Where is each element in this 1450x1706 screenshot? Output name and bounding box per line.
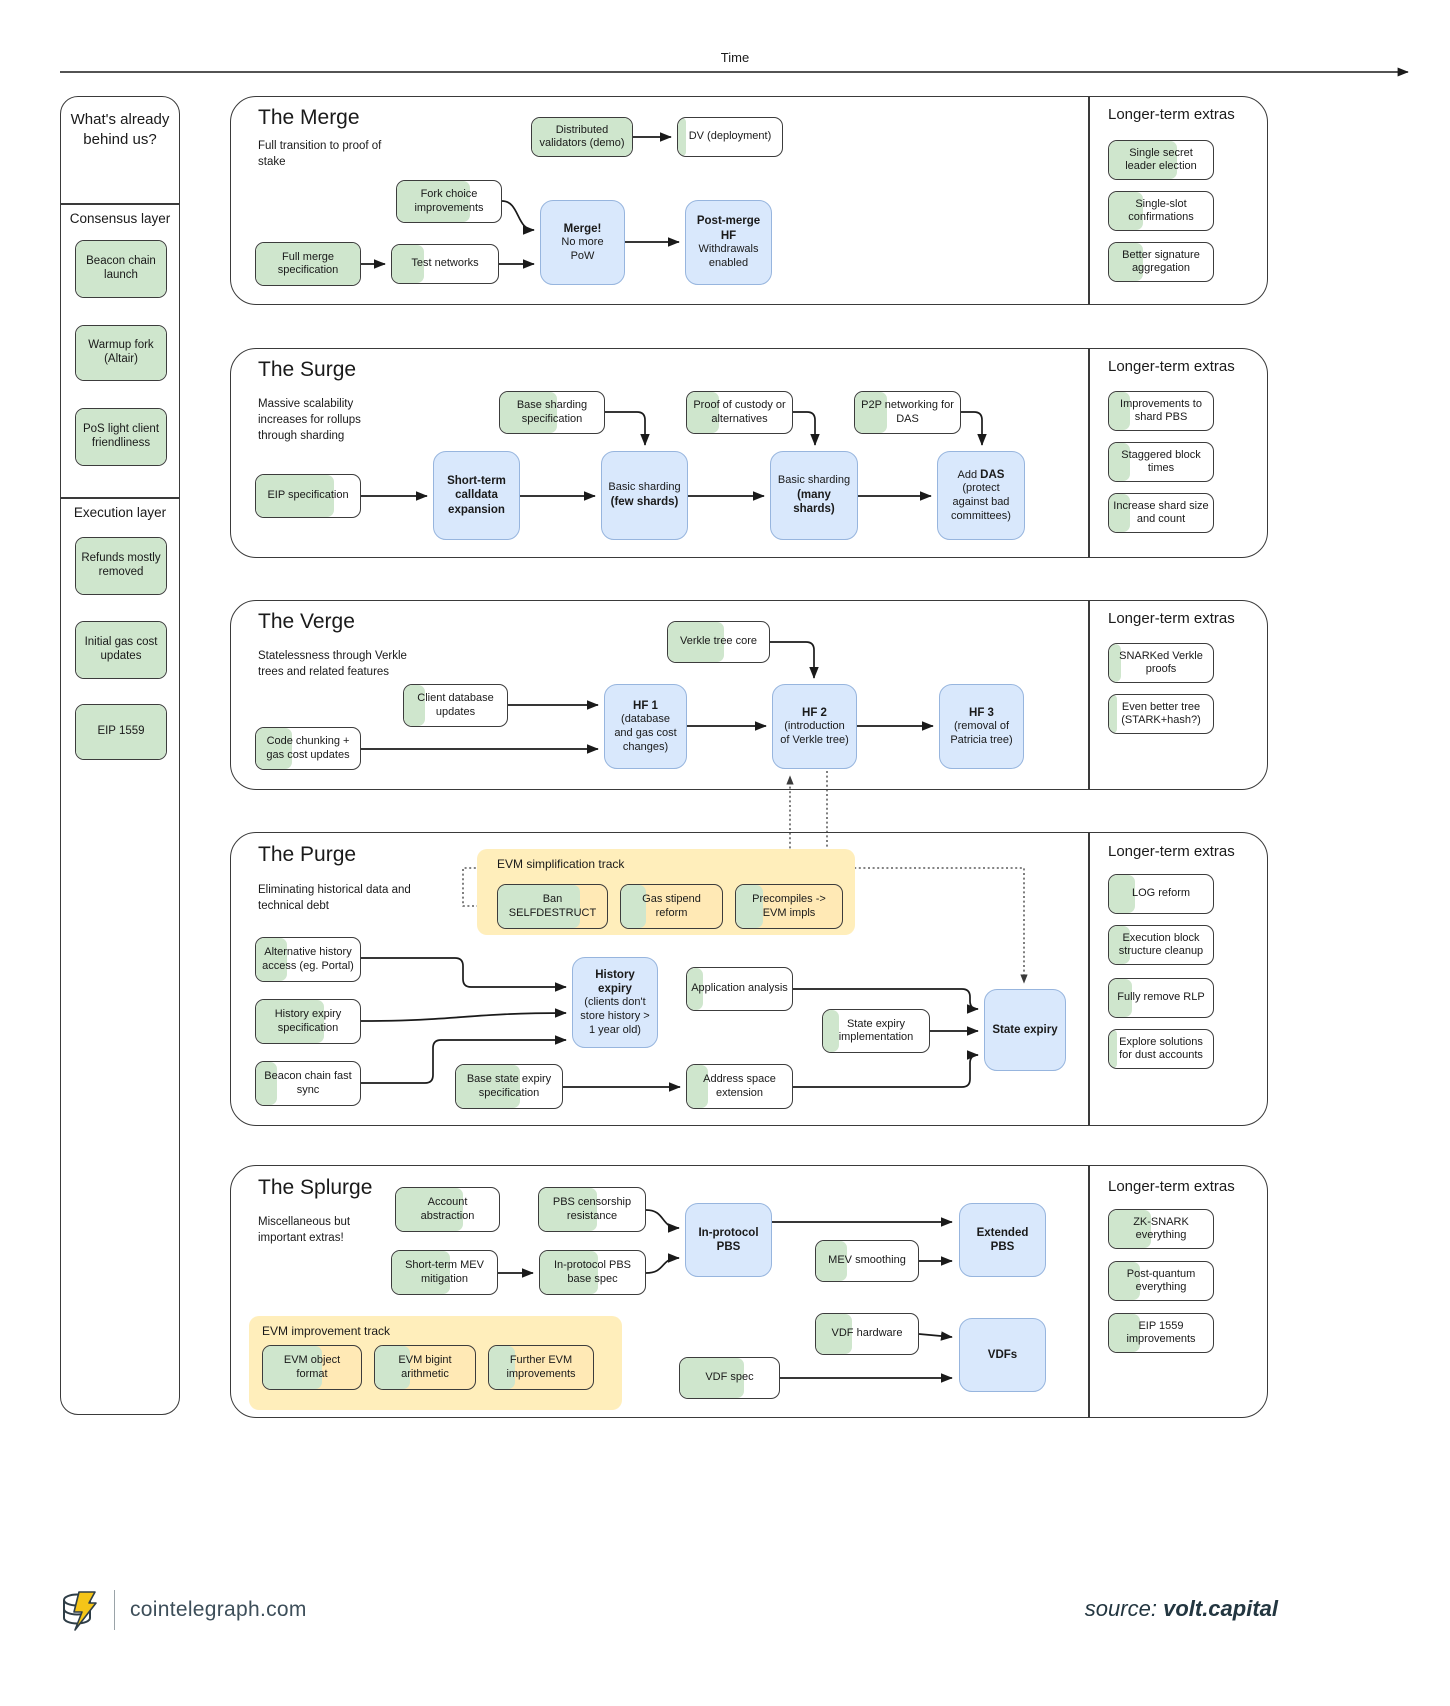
- task-box-address-space-extension: Address space extension: [686, 1064, 793, 1109]
- task-box-client-database-updates: Client database updates: [403, 684, 508, 727]
- milestone-hf3: HF 3 (removal of Patricia tree): [939, 684, 1024, 769]
- section-title: The Surge: [258, 358, 357, 381]
- extra-box-fully-remove-rlp: Fully remove RLP: [1108, 978, 1214, 1018]
- milestone-extended-pbs: Extended PBS: [959, 1203, 1046, 1277]
- extra-box-execution-block-cleanup: Execution block structure cleanup: [1108, 925, 1214, 965]
- extras-title: Longer-term extras: [1108, 358, 1235, 375]
- extra-box-increase-shard-size: Increase shard size and count: [1108, 493, 1214, 533]
- task-box-proof-of-custody: Proof of custody or alternatives: [686, 391, 793, 434]
- task-box-precompiles-evm-impls: Precompiles -> EVM impls: [735, 884, 843, 929]
- extra-box-log-reform: LOG reform: [1108, 874, 1214, 914]
- extra-box-even-better-tree: Even better tree (STARK+hash?): [1108, 694, 1214, 734]
- task-box-fork-choice: Fork choice improvements: [396, 180, 502, 223]
- consensus-layer-label: Consensus layer: [69, 211, 171, 226]
- milestone-post-merge-hf: Post-merge HF Withdrawals enabled: [685, 200, 772, 285]
- section-title: The Merge: [258, 106, 360, 129]
- task-box-evm-object-format: EVM object format: [262, 1345, 362, 1390]
- extra-box-single-secret-leader: Single secret leader election: [1108, 140, 1214, 180]
- done-box-refunds-removed: Refunds mostly removed: [75, 537, 167, 595]
- track-label: EVM simplification track: [497, 857, 625, 871]
- task-box-test-networks: Test networks: [391, 244, 499, 284]
- extras-title: Longer-term extras: [1108, 106, 1235, 123]
- task-box-eip-specification: EIP specification: [255, 474, 361, 518]
- task-box-application-analysis: Application analysis: [686, 967, 793, 1011]
- section-subtitle: Massive scalability increases for rollups through sharding: [258, 398, 361, 443]
- task-box-beacon-chain-fast-sync: Beacon chain fast sync: [255, 1061, 361, 1106]
- milestone-state-expiry: State expiry: [984, 989, 1066, 1071]
- task-box-verkle-tree-core: Verkle tree core: [667, 621, 770, 663]
- section-subtitle: Full transition to proof of stake: [258, 140, 382, 169]
- progress-fill: [678, 118, 686, 156]
- milestone-vdfs: VDFs: [959, 1318, 1046, 1392]
- section-subtitle: Statelessness through Verkle trees and related features: [258, 650, 407, 679]
- milestone-history-expiry: History expiry (clients don't store history > 1 year old): [572, 957, 658, 1048]
- behind-us-title: What's already behind us?: [70, 111, 170, 149]
- extra-box-single-slot-confirmations: Single-slot confirmations: [1108, 191, 1214, 231]
- extra-box-post-quantum-everything: Post-quantum everything: [1108, 1261, 1214, 1301]
- task-box-base-state-expiry-spec: Base state expiry specification: [455, 1064, 563, 1109]
- done-box-warmup-fork: Warmup fork (Altair): [75, 325, 167, 381]
- footer-source: [900, 1596, 1278, 1622]
- column-divider: [61, 203, 179, 205]
- task-box-vdf-spec: VDF spec: [679, 1357, 780, 1399]
- milestone-add-das: Add DAS (protect against bad committees): [937, 451, 1025, 540]
- task-box-evm-bigint-arithmetic: EVM bigint arithmetic: [374, 1345, 476, 1390]
- milestone-hf2: HF 2 (introduction of Verkle tree): [772, 684, 857, 769]
- section-subtitle: Miscellaneous but important extras!: [258, 1216, 351, 1245]
- extra-box-improvements-shard-pbs: Improvements to shard PBS: [1108, 391, 1214, 431]
- section-subtitle: Eliminating historical data and technical debt: [258, 884, 411, 913]
- footer-site-name: cointelegraph.com: [130, 1598, 307, 1621]
- task-box-account-abstraction: Account abstraction: [395, 1187, 500, 1232]
- track-label: EVM improvement track: [262, 1324, 391, 1338]
- task-box-base-sharding-spec: Base sharding specification: [499, 391, 605, 434]
- task-box-further-evm-improvements: Further EVM improvements: [488, 1345, 594, 1390]
- extra-box-eip-1559-improvements: EIP 1559 improvements: [1108, 1313, 1214, 1353]
- source-name: volt.capital: [1163, 1596, 1278, 1621]
- task-box-pbs-censorship-resistance: PBS censorship resistance: [538, 1187, 646, 1232]
- extra-box-dust-accounts: Explore solutions for dust accounts: [1108, 1029, 1214, 1069]
- extra-box-snarked-verkle-proofs: SNARKed Verkle proofs: [1108, 643, 1214, 683]
- milestone-merge: Merge! No more PoW: [540, 200, 625, 285]
- task-box-code-chunking: Code chunking + gas cost updates: [255, 727, 361, 770]
- extras-title: Longer-term extras: [1108, 1178, 1235, 1195]
- task-box-vdf-hardware: VDF hardware: [815, 1313, 919, 1355]
- milestone-hf1: HF 1 (database and gas cost changes): [604, 684, 687, 769]
- task-box-state-expiry-implementation: State expiry implementation: [822, 1009, 930, 1053]
- done-box-beacon-chain-launch: Beacon chain launch: [75, 240, 167, 298]
- milestone-calldata-expansion: Short-term calldata expansion: [433, 451, 520, 540]
- timeline-label: Time: [720, 50, 750, 65]
- milestone-basic-sharding-few: Basic sharding (few shards): [601, 451, 688, 540]
- task-box-gas-stipend-reform: Gas stipend reform: [620, 884, 723, 929]
- task-box-mev-smoothing: MEV smoothing: [815, 1240, 919, 1282]
- footer-divider: [114, 1590, 115, 1630]
- task-box-history-expiry-spec: History expiry specification: [255, 999, 361, 1044]
- task-box-in-protocol-pbs-base-spec: In-protocol PBS base spec: [539, 1250, 646, 1295]
- extra-box-zk-snark-everything: ZK-SNARK everything: [1108, 1209, 1214, 1249]
- extra-box-better-signature-aggregation: Better signature aggregation: [1108, 242, 1214, 282]
- done-box-pos-light-client: PoS light client friendliness: [75, 408, 167, 466]
- extras-title: Longer-term extras: [1108, 610, 1235, 627]
- cointelegraph-logo: [58, 1586, 106, 1636]
- section-title: The Purge: [258, 843, 357, 866]
- source-prefix: source:: [1084, 1596, 1157, 1621]
- extras-title: Longer-term extras: [1108, 843, 1235, 860]
- task-box-alternative-history-access: Alternative history access (eg. Portal): [255, 937, 361, 982]
- milestone-basic-sharding-many: Basic sharding (many shards): [770, 451, 858, 540]
- section-title: The Verge: [258, 610, 355, 633]
- done-box-initial-gas-cost: Initial gas cost updates: [75, 621, 167, 679]
- milestone-in-protocol-pbs: In-protocol PBS: [685, 1203, 772, 1277]
- section-title: The Splurge: [258, 1176, 373, 1199]
- task-box-full-merge-spec: Full merge specification: [255, 242, 361, 286]
- task-box-short-term-mev: Short-term MEV mitigation: [391, 1250, 498, 1295]
- execution-layer-label: Execution layer: [73, 505, 167, 520]
- column-divider: [61, 497, 179, 499]
- task-box-dv-deployment: DV (deployment): [677, 117, 783, 157]
- task-box-p2p-networking-das: P2P networking for DAS: [854, 391, 961, 434]
- task-box-distributed-validators: Distributed validators (demo): [531, 117, 633, 157]
- done-box-eip-1559: EIP 1559: [75, 704, 167, 760]
- task-box-ban-selfdestruct: Ban SELFDESTRUCT: [497, 884, 608, 929]
- extra-box-staggered-block-times: Staggered block times: [1108, 442, 1214, 482]
